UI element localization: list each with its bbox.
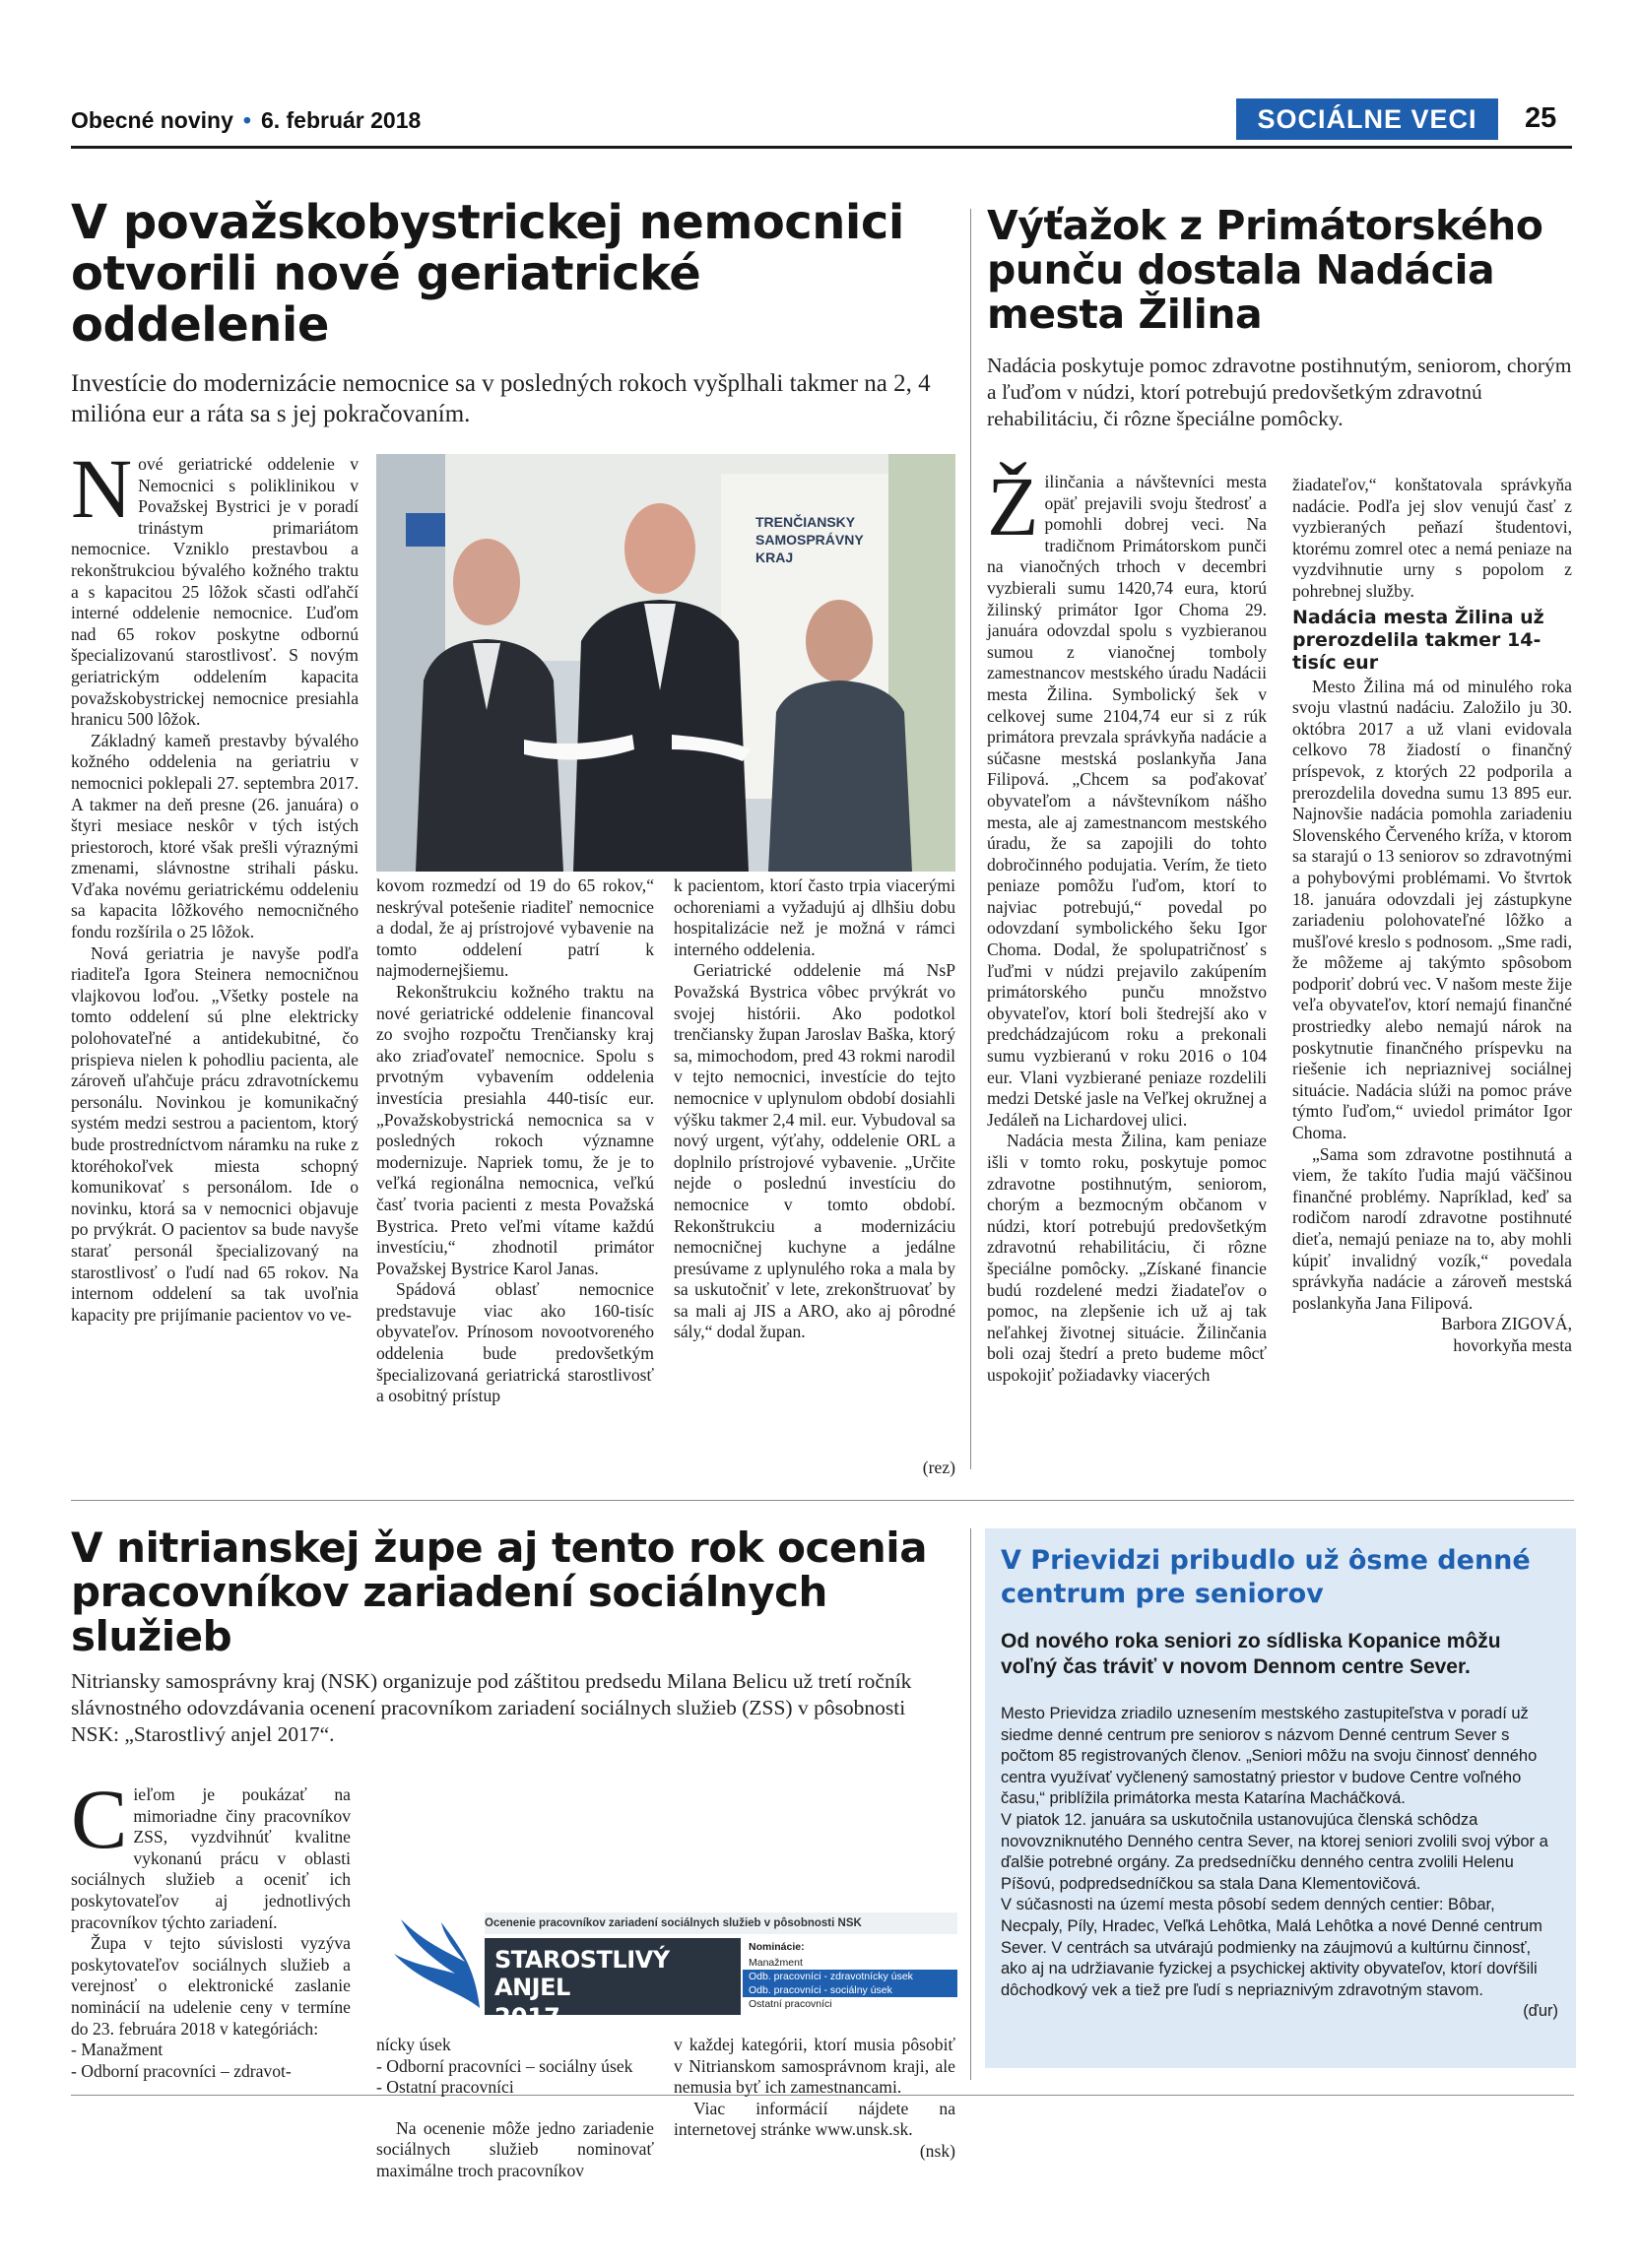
nomination-item: Odb. pracovníci - sociálny úsek — [743, 1983, 957, 1997]
article-punch-lead: Nadácia poskytuje pomoc zdravotne postihnutým, seniorom, chorým a ľuďom v núdzi, ktorí potrebujú predovšetkým zdravotnú rehabilitáciu, či rôzne špeciálne pomôcky. — [987, 354, 1572, 430]
paragraph: kovom rozmedzí od 19 do 65 rokov,“ neskrýval potešenie riaditeľ nemocnice a dodal, že aj prístrojové vybavenie na tomto oddelení patrí k najmodernejšiemu. — [376, 875, 654, 981]
author-signature: (rez) — [922, 1458, 955, 1477]
nomination-item: Odb. pracovníci - zdravotnícky úsek — [743, 1970, 957, 1983]
article-nitra-lead: Nitriansky samosprávny kraj (NSK) organizuje pod záštitou predsedu Milana Belicu už tretí ročník slávnostného odovzdávania ocenení pracovníkom zariadení sociálnych služieb (ZSS) v pôsobnosti NSK: „Starostlivý anjel 2017“. — [71, 1669, 912, 1746]
article-nitra-title: V nitrianskej župe aj tento rok ocenia pracovníkov zariadení sociálnych služieb — [71, 1523, 928, 1660]
logo-title-panel — [485, 1938, 741, 2031]
banner-line: TRENČIANSKY — [755, 514, 856, 530]
drop-cap: N — [71, 441, 133, 536]
paragraph: ové geriatrické oddelenie v Nemocnici s poliklinikou v Považskej Bystrici je v poradí trinástym primariátom nemocnice. Vzniklo prestavbou a rekonštrukciou bývalého kožného traktu a s kapacitou 25 lôžok sčasti odľahčí interné oddelenie nemocnice. Ľuďom nad 65 rokov poskytne odbornú špecializovanú starostlivosť. S novým geriatrickým oddelením kapacita považskobystrickej nemocnice presiahla hranicu 500 lôžok. — [71, 454, 359, 730]
paragraph: Nadácia mesta Žilina, kam peniaze išli v tomto roku, poskytuje pomoc zdravotne postihnutým, seniorom, chorým a bezmocným občanom v núdzi, ktorí potrebujú predovšetkým zdravotnú rehabilitáciu, či rôzne špeciálne pomôcky. „Získané financie budú rozdelené medzi žiadateľov o pomoc, na zlepšenie ich už aj tak neľahkej životnej situácie. Žilinčania boli ozaj štedrí a preto budeme môcť uspokojiť požiadavky viacerých — [987, 1131, 1267, 1385]
paragraph: V piatok 12. januára sa uskutočnila ustanovujúca členská schôdza novovzniknutého Denného centra Sever, na ktorej seniori zvolili svoj výbor a ďalšie potrebné orgány. Za predsedníčku denného centra zvolili Helenu Píšovú, podpredsedníčkou sa stala Dana Klementovičová. — [1001, 1810, 1548, 1893]
section-badge: SOCIÁLNE VECI — [1236, 98, 1498, 140]
nomination-item: Ostatní pracovníci — [749, 1998, 832, 2010]
logo-caption: Ocenenie pracovníkov zariadení sociálnych služieb v pôsobnosti NSK — [485, 1912, 957, 1934]
list-item: - Manažment — [71, 2040, 164, 2060]
list-item: - Odborní pracovníci – zdravot- — [71, 2060, 292, 2081]
drop-cap: C — [71, 1772, 128, 1866]
article-punch-title: Výťažok z Primátorského punču dostala Nadácia mesta Žilina — [987, 202, 1543, 338]
publication-name: Obecné noviny — [71, 107, 233, 133]
article-hospital-col3 — [674, 875, 955, 1343]
list-item: - Ostatní pracovníci — [376, 2077, 514, 2098]
article-hospital-col1 — [71, 441, 359, 1326]
paragraph: V súčasnosti na území mesta pôsobí sedem denných centier: Bôbar, Necpaly, Píly, Hradec, Veľká Lehôtka, Malá Lehôtka a nové Denné centrum Sever. V centrách sa utvárajú podmienky na záujmovú a kultúrnu činnosť, ako aj na udržiavanie fyzickej a psychickej aktivity obyvateľov, ktorí dovŕšili dôchodkový vek a tiež pre ľudí s nepriaznivým zdravotným stavom. — [1001, 1896, 1542, 1999]
photo-ribbon-cutting — [376, 454, 955, 872]
paragraph: Geriatrické oddelenie má NsP Považská Bystrica vôbec prvýkrát vo svojej histórii. Ako podotkol trenčiansky župan Jaroslav Baška, ktorý sa, mimochodom, pred 43 rokmi narodil v tejto nemocnici, investície do tejto nemocnice v uplynulom období dosiahli výšku takmer 2,4 mil. eur. Vybudoval sa nový urgent, výťahy, oddelenie ORL a doplnilo prístrojové vybavenie. „Určite nejde o poslednú investíciu do nemocnice v tomto období. Rekonštrukciu a modernizáciu nemocničnej kuchyne a jedálne presúvame z uplynulého roka a mala by sa uskutočniť v lete, zrekonštruovať by sa mali aj JIS a ARO, ako aj pôrodné sály,“ dodal župan. — [674, 960, 955, 1342]
paragraph: Viac informácií nájdete na internetovej stránke www.unsk.sk. — [674, 2098, 955, 2140]
paragraph: „Sama som zdravotne postihnutá a viem, že takíto ľudia majú väčšinou finančné problémy. Napríklad, keď sa rodičom narodí zdravotne postihnuté dieťa, nemajú peniaze na to, aby mohli kúpiť invalidný vozík,“ povedala správkyňa nadácie a zároveň mestská poslankyňa Jana Filipová. — [1292, 1143, 1572, 1313]
paragraph: Mesto Prievidza zriadilo uznesením mestského zastupiteľstva v poradí už siedme denné centrum pre seniorov s názvom Denné centrum Sever s počtom 85 registrovaných členov. „Seniori môžu na svoju činnosť denného centra využívať vyčlenený samostatný priestor v budove Centre voľného času,“ priblížila primátorka mesta Katarína Macháčková. — [1001, 1705, 1538, 1808]
author-role: hovorkyňa mesta — [1453, 1334, 1572, 1355]
author-signature: (nsk) — [919, 2140, 955, 2161]
banner-line: KRAJ — [755, 550, 794, 565]
paragraph: Spádová oblasť nemocnice predstavuje viac ako 160-tisíc obyvateľov. Prínosom novootvoreného oddelenia bude predovšetkým špecializovaná geriatrická starostlivosť a osobitný prístup — [376, 1279, 654, 1406]
column-divider — [970, 209, 971, 1469]
nominations-label: Nominácie: — [749, 1941, 805, 1953]
paragraph: Rekonštrukciu kožného traktu na nové geriatrické oddelenie financoval zo svojho rozpočtu Trenčiansky kraj ako zriaďovateľ nemocnice. Spolu s prvotným vybavením oddelenia investícia presiahla 440-tisíc eur. „Považskobystrická nemocnica sa v posledných rokoch významne modernizuje. Napriek tomu, že je to veľká regionálna nemocnica, veľkú časť tvoria pacienti z mesta Považská Bystrica. Preto veľmi vítame každú investíciu,“ zhodnotil primátor Považskej Bystrice Karol Janas. — [376, 981, 654, 1278]
starostlivy-anjel-logo — [386, 1911, 957, 2031]
list-item: - Odborní pracovníci – sociálny úsek — [376, 2055, 633, 2076]
page-number: 25 — [1525, 102, 1557, 134]
photo-banner-text — [755, 513, 884, 566]
header-rule — [71, 146, 1572, 149]
drop-cap: Ž — [987, 459, 1039, 553]
article-punch-col1 — [987, 459, 1267, 1387]
masthead — [71, 107, 421, 134]
article-hospital-title: V považskobystrickej nemocnici otvorili nové geriatrické oddelenie — [71, 195, 904, 353]
author-name: Barbora ZIGOVÁ, — [1441, 1314, 1572, 1334]
banner-line: SAMOSPRÁVNY — [755, 532, 864, 548]
prievidza-box — [985, 1528, 1576, 2068]
angel-wing-icon — [386, 1914, 485, 2017]
nomination-item: Manažment — [749, 1957, 803, 1969]
box-lead: Od nového roka seniori zo sídliska Kopanice môžu voľný čas tráviť v novom Dennom centre Sever. — [1001, 1630, 1501, 1678]
logo-nominations — [743, 1938, 957, 2015]
author-signature: (ďur) — [1523, 2002, 1558, 2021]
article-nitra-col1 — [71, 1772, 351, 2082]
paragraph: Na ocenenie môže jedno zariadenie sociálnych služieb nominovať maximálne troch pracovníkov — [376, 2117, 654, 2180]
paragraph: žiadateľov,“ konštatovala správkyňa nadácie. Podľa jej slov venujú časť z vyzbieraných peňazí študentovi, ktorému zomrel otec a nemá peniaze na vyzdvihnutie urny s popolom z pohrebnej služby. — [1292, 475, 1572, 601]
logo-title: STAROSTLIVÝ ANJEL — [494, 1946, 670, 2001]
paragraph: k pacientom, ktorí často trpia viacerými ochoreniami a vyžadujú aj dlhšiu dobu hospitalizácie než je možná v rámci interného oddelenia. — [674, 875, 955, 959]
section-divider — [71, 1500, 1574, 1501]
article-punch-col2 — [1292, 475, 1572, 1357]
logo-year: 2017 — [494, 2003, 560, 2031]
issue-date: 6. február 2018 — [260, 107, 422, 133]
article-hospital-col2 — [376, 875, 654, 1407]
paragraph: Základný kameň prestavby bývalého kožného oddelenia na geriatriu v nemocnici poklepali 27. septembra 2017. A takmer na deň presne (26. januára) o štyri mesiace neskôr v tých istých priestoroch, ktoré však prešli výraznými zmenami, slávnostne strihali pásku. Vďaka novému geriatrickému oddeleniu sa kapacita lôžkového nemocničného fondu rozšírila o 25 lôžok. — [71, 730, 359, 942]
paragraph: Mesto Žilina má od minulého roka svoju vlastnú nadáciu. Založilo ju 30. októbra 2017 a už vlani evidovala celkovo 78 žiadostí o finančný príspevok, z ktorých 22 podporila a prerozdelila dovedna sumu 13 895 eur. Najnovšie nadácia pomohla zariadeniu Slovenského Červeného kríža, v ktorom sa starajú o 13 seniorov so zdravotnými a pohybovými problémami. Vo štvrtok 18. januára odovzdali jej zástupkyne zariadeniu polohovateľné lôžko a mušľové kreslo s podnosom. „Sme radi, že môžeme aj takýmto spôsobom podporiť dobrú vec. V našom meste žije veľa obyvateľov, ktorí nemajú finančné prostriedky alebo nemajú nárok na poskytnutie finančného príspevku na riešenie ich nepriaznivej sociálnej situácie. Nadácia slúži na pomoc práve týmto ľuďom,“ uviedol primátor Igor Choma. — [1292, 676, 1572, 1143]
paragraph: v každej kategórii, ktorí musia pôsobiť v Nitrianskom samosprávnom kraji, ale nemusia byť ich zamestnancami. — [674, 2035, 955, 2098]
paragraph: Župa v tejto súvislosti vyzýva poskytovateľov sociálnych služieb a verejnosť o elektronické zaslanie nominácií na udelenie ceny v termíne do 23. februára 2018 v kategóriách: — [71, 1933, 351, 2039]
paragraph: Nová geriatria je navyše podľa riaditeľa Igora Steinera nemocničnou vlajkovou loďou. „Všetky postele na tomto oddelení sú plne elektricky polohovateľné a antidekubitné, čo prispieva nielen k pohodliu pacienta, ale zároveň uľahčuje prácu zdravotníckemu personálu. Novinkou je komunikačný systém medzi sestrou a pacientom, ktorý bude prostredníctvom náramku na ruke z ktoréhokoľvek miesta schopný komunikovať s personálom. Ide o novinku, ktorá sa v nemocnici objavuje po prvýkrát. O pacientov sa bude navyše starať personál špecializovaný na starostlivosť o ľudí nad 65 rokov. Na internom oddelení sa tak uvoľnia kapacity pre prijímanie pacientov vo ve- — [71, 942, 359, 1325]
article-hospital-lead: Investície do modernizácie nemocnice sa v posledných rokoch vyšplhali takmer na 2, 4 milióna eur a ráta sa s jej pokračovaním. — [71, 370, 931, 427]
separator-dot-icon: • — [242, 107, 251, 133]
paragraph: ieľom je poukázať na mimoriadne činy pracovníkov ZSS, vyzdvihnúť kvalitne vykonanú prácu v oblasti sociálnych služieb a oceniť ich poskytovateľov aj jednotlivých pracovníkov týchto zariadení. — [71, 1784, 351, 1932]
article-nitra-col2 — [376, 2035, 654, 2182]
article-punch-subhead: Nadácia mesta Žilina už prerozdelila takmer 14-tisíc eur — [1292, 606, 1544, 674]
paragraph: ilinčania a návštevníci mesta opäť prejavili svoju štedrosť a pomohli dobrej veci. Na tradičnom Primátorskom punči na vianočných trhoch v decembri vyzbierali sumu 1420,74 eura, ktorú žilinský primátor Igor Choma 29. januára odovzdal spolu s vyzbieranou sumou z vianočnej tomboly zamestnancov mestského úradu Nadácii mesta Žilina. Symbolický šek v celkovej sume 2104,74 eur si z rúk primátora prevzala správkyňa nadácie a súčasne mestská poslankyňa Jana Filipová. „Chcem sa poďakovať obyvateľom a návštevníkom nášho mesta, ale aj zamestnancom mestského úradu, že sa zapojili do tohto dobročinného podujatia. Verím, že tieto peniaze pomôžu ľuďom, ktorí to najviac potrebujú,“ povedal po odovzdaní symbolického šeku Igor Choma. Dodal, že spolupatričnosť s ľuďmi v núdzi prejavilo zakúpením primátorského punču množstvo obyvateľov, ktorí boli štedrejší ako v predchádzajúcom roku a prekonali sumu vyzbieranú v roku 2016 o 104 eur. Vlani vyzbierané peniaze rozdelili medzi Detské jasle na Veľkej okružnej a Jedáleň na Lichardovej ulici. — [987, 472, 1267, 1130]
box-body — [1001, 1704, 1558, 2023]
box-title: V Prievidzi pribudlo už ôsme denné centrum pre seniorov — [1001, 1545, 1531, 1609]
list-item: nícky úsek — [376, 2035, 451, 2054]
article-nitra-col3 — [674, 2035, 955, 2163]
column-divider — [970, 1528, 971, 2080]
